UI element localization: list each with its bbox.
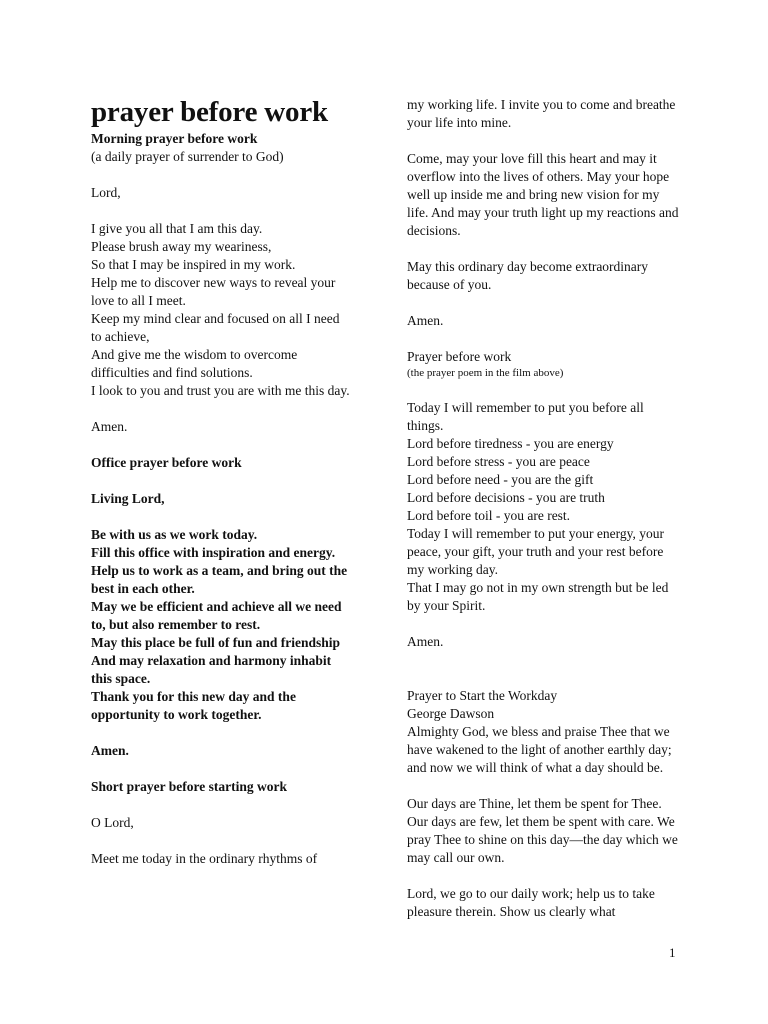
morning-line: I look to you and trust you are with me this day. bbox=[91, 383, 350, 398]
office-line: Thank you for this new day and the opportunity to work together. bbox=[91, 689, 296, 722]
morning-line: I give you all that I am this day. bbox=[91, 221, 263, 236]
right-column bbox=[407, 96, 679, 921]
office-prayer-heading: Office prayer before work bbox=[91, 455, 242, 470]
morning-line: Keep my mind clear and focused on all I need to achieve, bbox=[91, 311, 340, 344]
morning-line: Please brush away my weariness, bbox=[91, 239, 272, 254]
start-workday-heading: Prayer to Start the Workday bbox=[407, 688, 558, 703]
morning-line: Help me to discover new ways to reveal your love to all I meet. bbox=[91, 275, 336, 308]
prayer-before-work-subtitle: (the prayer poem in the film above) bbox=[407, 367, 564, 379]
office-salutation: Living Lord, bbox=[91, 491, 165, 506]
office-line: Help us to work as a team, and bring out the best in each other. bbox=[91, 563, 348, 596]
prayer-before-work-heading: Prayer before work bbox=[407, 349, 512, 364]
morning-salutation: Lord, bbox=[91, 185, 121, 200]
short-prayer-heading: Short prayer before starting work bbox=[91, 779, 287, 794]
start-workday-paragraph: Almighty God, we bless and praise Thee that we have wakened to the light of another earthly day; and now we will think of what a day should be. bbox=[407, 724, 672, 775]
office-line: Fill this office with inspiration and energy. bbox=[91, 545, 336, 560]
start-workday-paragraph: Lord, we go to our daily work; help us to take pleasure therein. Show us clearly what bbox=[407, 886, 655, 919]
morning-prayer-subtitle: (a daily prayer of surrender to God) bbox=[91, 149, 284, 164]
office-line: Be with us as we work today. bbox=[91, 527, 258, 542]
page-number: 1 bbox=[669, 945, 676, 960]
office-line: May we be efficient and achieve all we need to, but also remember to rest. bbox=[91, 599, 342, 632]
poem-line: Lord before tiredness - you are energy bbox=[407, 436, 614, 451]
continuation-paragraph: my working life. I invite you to come and breathe your life into mine. bbox=[407, 97, 676, 130]
poem-line: Today I will remember to put you before all things. bbox=[407, 400, 644, 433]
start-workday-author: George Dawson bbox=[407, 706, 495, 721]
office-line: May this place be full of fun and friendship bbox=[91, 635, 341, 650]
short-amen: Amen. bbox=[407, 313, 444, 328]
ordinary-day-paragraph: May this ordinary day become extraordinary because of you. bbox=[407, 259, 649, 292]
poem-line: Lord before decisions - you are truth bbox=[407, 490, 605, 505]
poem-line: Today I will remember to put your energy, your peace, your gift, your truth and your rest before my working day. bbox=[407, 526, 664, 577]
poem-line: Lord before toil - you are rest. bbox=[407, 508, 571, 523]
short-prayer-line: Meet me today in the ordinary rhythms of bbox=[91, 851, 318, 866]
poem-line: Lord before need - you are the gift bbox=[407, 472, 594, 487]
morning-amen: Amen. bbox=[91, 419, 128, 434]
morning-prayer-heading: Morning prayer before work bbox=[91, 131, 258, 146]
page-title: prayer before work bbox=[91, 96, 328, 128]
office-line: And may relaxation and harmony inhabit this space. bbox=[91, 653, 332, 686]
morning-line: So that I may be inspired in my work. bbox=[91, 257, 296, 272]
left-column bbox=[91, 96, 351, 868]
morning-line: And give me the wisdom to overcome difficulties and find solutions. bbox=[91, 347, 298, 380]
start-workday-paragraph: Our days are Thine, let them be spent for Thee. Our days are few, let them be spent with care. We pray Thee to shine on this day—the day which we may call our own. bbox=[407, 796, 678, 865]
office-amen: Amen. bbox=[91, 743, 129, 758]
poem-line: That I may go not in my own strength but be led by your Spirit. bbox=[407, 580, 669, 613]
poem-line: Lord before stress - you are peace bbox=[407, 454, 590, 469]
poem-amen: Amen. bbox=[407, 634, 444, 649]
come-paragraph: Come, may your love fill this heart and may it overflow into the lives of others. May your hope well up inside me and bring new vision for my life. And may your truth light up my reactions and decisions. bbox=[407, 151, 679, 238]
short-salutation: O Lord, bbox=[91, 815, 134, 830]
